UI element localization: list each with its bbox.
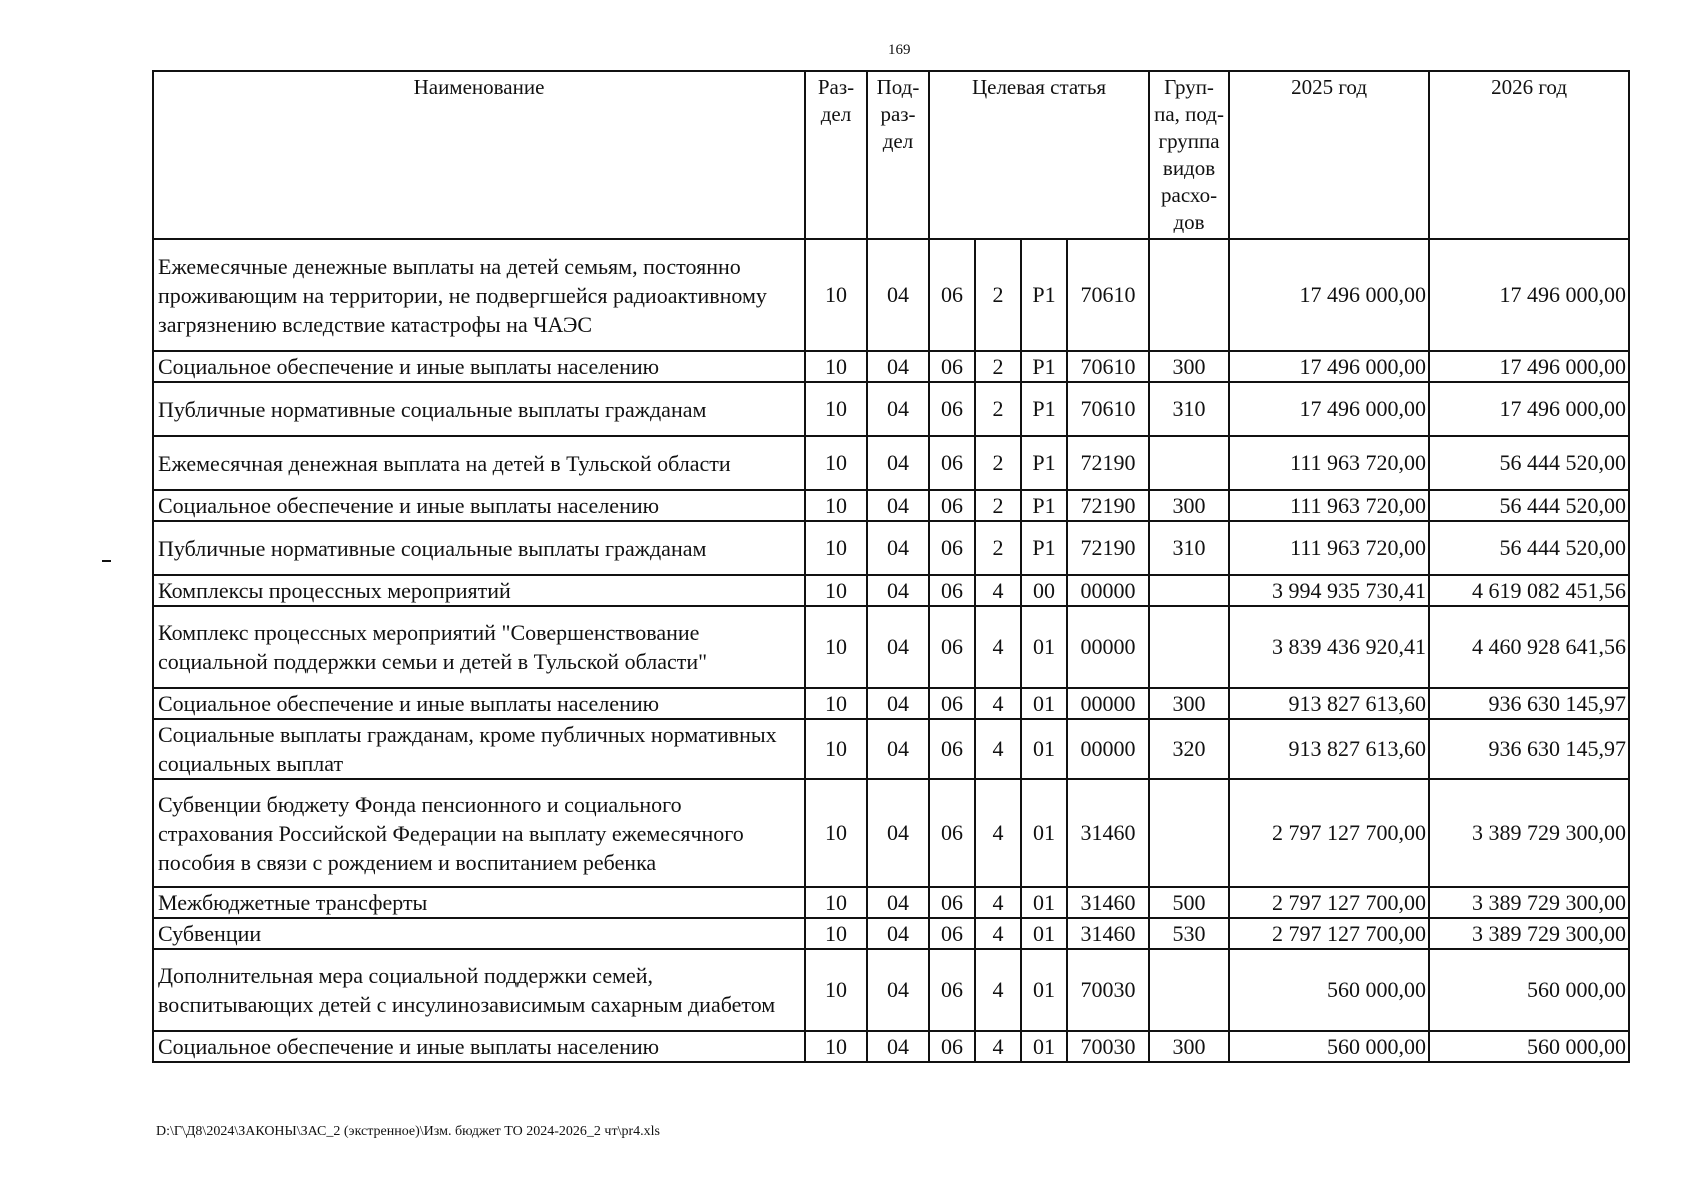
row-target-part-2: 4 [975,887,1021,918]
row-subsection: 04 [867,688,929,719]
row-expense-group [1149,436,1229,490]
row-amount-2025: 17 496 000,00 [1229,382,1429,436]
row-name: Дополнительная мера социальной поддержки семей, воспитывающих детей с инсулинозависимым сахарным диабетом [153,949,805,1031]
row-target-part-2: 4 [975,606,1021,688]
row-expense-group: 300 [1149,351,1229,382]
row-amount-2026: 56 444 520,00 [1429,521,1629,575]
page-number: 169 [888,42,911,58]
table-row [153,490,1629,521]
row-target-part-1: 06 [929,779,975,887]
row-name: Публичные нормативные социальные выплаты гражданам [153,382,805,436]
row-section: 10 [805,887,867,918]
row-target-part-1: 06 [929,239,975,351]
row-section: 10 [805,1031,867,1062]
row-expense-group [1149,239,1229,351]
row-section: 10 [805,351,867,382]
row-expense-group: 310 [1149,382,1229,436]
table-row [153,606,1629,688]
row-subsection: 04 [867,949,929,1031]
row-target-part-4: 00000 [1067,688,1149,719]
row-subsection: 04 [867,918,929,949]
row-amount-2026: 17 496 000,00 [1429,351,1629,382]
margin-mark [102,560,111,562]
row-target-part-4: 70610 [1067,351,1149,382]
row-name: Субвенции бюджету Фонда пенсионного и социального страхования Российской Федерации на выплату ежемесячного пособия в связи с рождением и воспитанием ребенка [153,779,805,887]
row-section: 10 [805,918,867,949]
row-amount-2025: 111 963 720,00 [1229,521,1429,575]
row-section: 10 [805,949,867,1031]
row-amount-2026: 936 630 145,97 [1429,719,1629,779]
row-section: 10 [805,239,867,351]
header-name: Наименование [153,71,805,239]
row-target-part-2: 4 [975,719,1021,779]
row-target-part-1: 06 [929,575,975,606]
row-amount-2025: 2 797 127 700,00 [1229,887,1429,918]
row-target-part-1: 06 [929,436,975,490]
row-amount-2025: 913 827 613,60 [1229,688,1429,719]
row-target-part-3: P1 [1021,382,1067,436]
row-amount-2025: 2 797 127 700,00 [1229,779,1429,887]
row-target-part-1: 06 [929,949,975,1031]
row-name: Социальное обеспечение и иные выплаты населению [153,351,805,382]
row-target-part-1: 06 [929,887,975,918]
row-target-part-3: 01 [1021,688,1067,719]
row-name: Ежемесячная денежная выплата на детей в Тульской области [153,436,805,490]
table-row [153,575,1629,606]
budget-table [152,70,1630,1063]
row-target-part-2: 4 [975,688,1021,719]
row-section: 10 [805,382,867,436]
row-name: Комплексы процессных мероприятий [153,575,805,606]
row-section: 10 [805,688,867,719]
row-target-part-4: 70030 [1067,949,1149,1031]
table-row [153,949,1629,1031]
header-target-article: Целевая статья [929,71,1149,239]
row-target-part-3: P1 [1021,521,1067,575]
row-amount-2026: 560 000,00 [1429,949,1629,1031]
table-row [153,351,1629,382]
table-row [153,887,1629,918]
table-header-row [153,71,1629,239]
row-target-part-4: 31460 [1067,779,1149,887]
row-subsection: 04 [867,521,929,575]
row-target-part-1: 06 [929,490,975,521]
row-section: 10 [805,521,867,575]
row-section: 10 [805,779,867,887]
row-subsection: 04 [867,719,929,779]
row-target-part-1: 06 [929,382,975,436]
row-target-part-4: 00000 [1067,719,1149,779]
row-amount-2025: 111 963 720,00 [1229,490,1429,521]
header-subsection: Под- раз- дел [867,71,929,239]
row-amount-2026: 4 460 928 641,56 [1429,606,1629,688]
footer-file-path: D:\Г\Д8\2024\ЗАКОНЫ\ЗАС_2 (экстренное)\Изм. бюджет ТО 2024-2026_2 чт\pr4.xls [156,1124,660,1139]
row-target-part-2: 4 [975,1031,1021,1062]
row-target-part-3: P1 [1021,239,1067,351]
row-amount-2026: 56 444 520,00 [1429,436,1629,490]
row-target-part-1: 06 [929,918,975,949]
row-amount-2026: 3 389 729 300,00 [1429,918,1629,949]
row-target-part-3: 01 [1021,779,1067,887]
row-amount-2025: 111 963 720,00 [1229,436,1429,490]
header-year-2026: 2026 год [1429,71,1629,239]
row-expense-group [1149,606,1229,688]
table-row [153,719,1629,779]
row-subsection: 04 [867,351,929,382]
row-subsection: 04 [867,887,929,918]
row-amount-2025: 3 839 436 920,41 [1229,606,1429,688]
row-expense-group: 530 [1149,918,1229,949]
row-section: 10 [805,490,867,521]
row-target-part-4: 72190 [1067,490,1149,521]
table-row [153,688,1629,719]
row-target-part-3: 01 [1021,918,1067,949]
row-target-part-4: 31460 [1067,887,1149,918]
row-target-part-3: P1 [1021,490,1067,521]
row-name: Социальное обеспечение и иные выплаты населению [153,1031,805,1062]
table-row [153,436,1629,490]
row-expense-group: 300 [1149,688,1229,719]
row-name: Субвенции [153,918,805,949]
row-target-part-2: 2 [975,436,1021,490]
row-expense-group: 320 [1149,719,1229,779]
row-subsection: 04 [867,382,929,436]
row-name: Социальное обеспечение и иные выплаты населению [153,490,805,521]
row-name: Социальные выплаты гражданам, кроме публичных нормативных социальных выплат [153,719,805,779]
row-target-part-2: 4 [975,575,1021,606]
table-row [153,1031,1629,1062]
row-target-part-4: 72190 [1067,521,1149,575]
row-target-part-4: 31460 [1067,918,1149,949]
row-expense-group: 500 [1149,887,1229,918]
row-expense-group [1149,779,1229,887]
row-amount-2026: 4 619 082 451,56 [1429,575,1629,606]
row-amount-2025: 2 797 127 700,00 [1229,918,1429,949]
row-target-part-2: 2 [975,521,1021,575]
row-section: 10 [805,719,867,779]
row-section: 10 [805,606,867,688]
row-target-part-1: 06 [929,606,975,688]
row-target-part-1: 06 [929,719,975,779]
table-row [153,382,1629,436]
row-name: Межбюджетные трансферты [153,887,805,918]
row-target-part-3: P1 [1021,351,1067,382]
row-target-part-4: 70030 [1067,1031,1149,1062]
row-subsection: 04 [867,436,929,490]
row-subsection: 04 [867,575,929,606]
row-target-part-4: 72190 [1067,436,1149,490]
row-target-part-3: 01 [1021,949,1067,1031]
row-target-part-3: P1 [1021,436,1067,490]
row-expense-group [1149,949,1229,1031]
row-expense-group: 310 [1149,521,1229,575]
row-amount-2026: 56 444 520,00 [1429,490,1629,521]
row-target-part-1: 06 [929,688,975,719]
row-expense-group: 300 [1149,490,1229,521]
row-target-part-1: 06 [929,351,975,382]
row-subsection: 04 [867,1031,929,1062]
row-subsection: 04 [867,606,929,688]
row-amount-2026: 560 000,00 [1429,1031,1629,1062]
table-row [153,239,1629,351]
row-target-part-3: 00 [1021,575,1067,606]
row-section: 10 [805,436,867,490]
row-expense-group: 300 [1149,1031,1229,1062]
row-subsection: 04 [867,239,929,351]
row-target-part-2: 2 [975,382,1021,436]
row-target-part-2: 4 [975,918,1021,949]
row-name: Ежемесячные денежные выплаты на детей семьям, постоянно проживающим на территории, не подвергшейся радиоактивному загрязнению вследствие катастрофы на ЧАЭС [153,239,805,351]
row-amount-2025: 560 000,00 [1229,1031,1429,1062]
row-subsection: 04 [867,779,929,887]
row-amount-2026: 936 630 145,97 [1429,688,1629,719]
row-amount-2026: 17 496 000,00 [1429,239,1629,351]
row-target-part-3: 01 [1021,719,1067,779]
table-row [153,779,1629,887]
row-target-part-2: 2 [975,351,1021,382]
row-target-part-2: 4 [975,949,1021,1031]
row-amount-2025: 913 827 613,60 [1229,719,1429,779]
row-target-part-4: 70610 [1067,382,1149,436]
row-target-part-3: 01 [1021,1031,1067,1062]
table-body [153,239,1629,1062]
row-name: Комплекс процессных мероприятий "Совершенствование социальной поддержки семьи и детей в Тульской области" [153,606,805,688]
row-target-part-2: 2 [975,239,1021,351]
row-subsection: 04 [867,490,929,521]
row-amount-2025: 17 496 000,00 [1229,239,1429,351]
header-expense-group: Груп- па, под- группа видов расхо- дов [1149,71,1229,239]
table-row [153,918,1629,949]
row-target-part-3: 01 [1021,606,1067,688]
row-target-part-2: 2 [975,490,1021,521]
row-section: 10 [805,575,867,606]
row-name: Публичные нормативные социальные выплаты гражданам [153,521,805,575]
row-amount-2026: 17 496 000,00 [1429,382,1629,436]
row-target-part-4: 70610 [1067,239,1149,351]
row-target-part-1: 06 [929,1031,975,1062]
row-target-part-4: 00000 [1067,606,1149,688]
row-target-part-4: 00000 [1067,575,1149,606]
row-amount-2025: 560 000,00 [1229,949,1429,1031]
row-target-part-3: 01 [1021,887,1067,918]
row-amount-2026: 3 389 729 300,00 [1429,887,1629,918]
header-year-2025: 2025 год [1229,71,1429,239]
row-amount-2025: 3 994 935 730,41 [1229,575,1429,606]
header-section: Раз- дел [805,71,867,239]
row-expense-group [1149,575,1229,606]
row-name: Социальное обеспечение и иные выплаты населению [153,688,805,719]
row-amount-2025: 17 496 000,00 [1229,351,1429,382]
row-target-part-2: 4 [975,779,1021,887]
table-row [153,521,1629,575]
row-amount-2026: 3 389 729 300,00 [1429,779,1629,887]
row-target-part-1: 06 [929,521,975,575]
